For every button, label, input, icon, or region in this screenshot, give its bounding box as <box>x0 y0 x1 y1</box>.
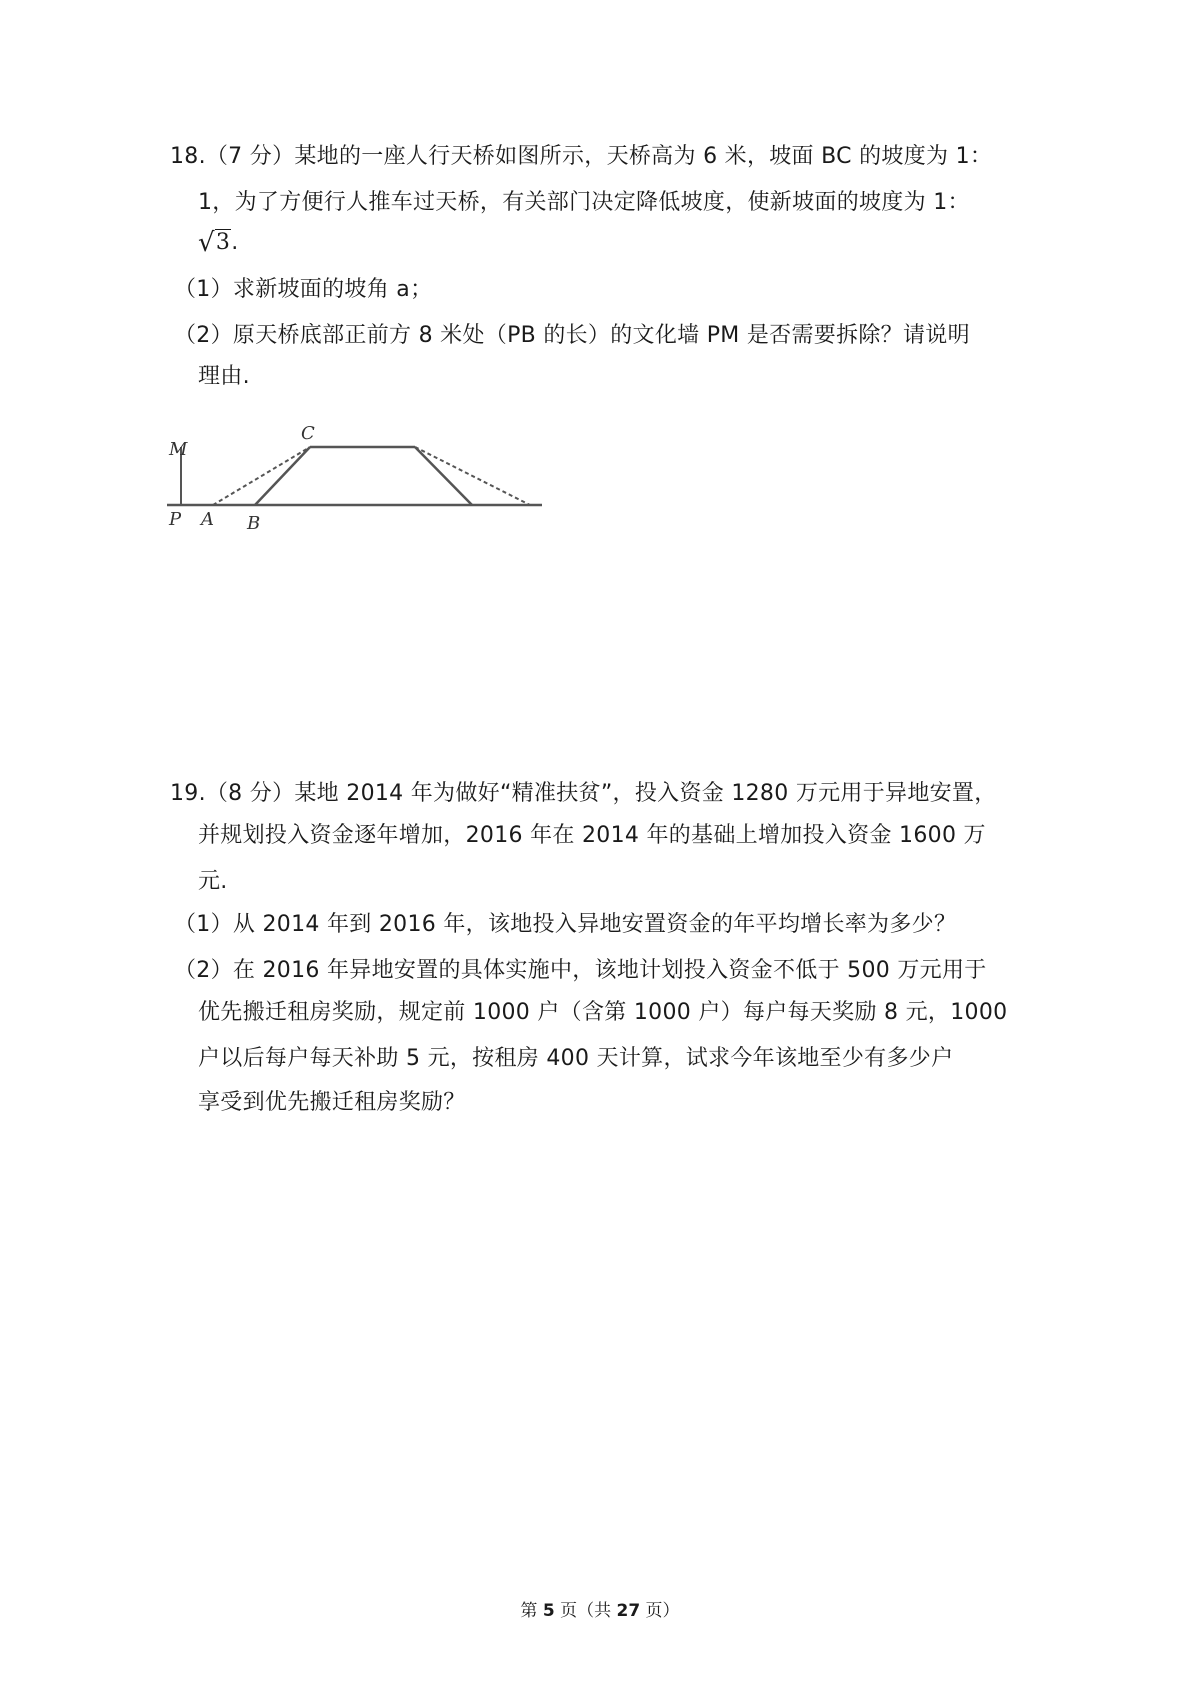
q19-line-3: 元. <box>198 869 228 894</box>
q18-part-2-line-2: 理由. <box>198 364 250 389</box>
q18-line-1: 18.（7 分）某地的一座人行天桥如图所示，天桥高为 6 米，坡面 BC 的坡度为 1： <box>170 144 993 169</box>
page-footer <box>0 1596 1200 1621</box>
label-c: C <box>301 425 315 444</box>
sqrt-radical: √ <box>198 228 215 258</box>
footer-suffix: 页） <box>640 1601 680 1621</box>
label-m: M <box>169 439 188 460</box>
q19-part-1: （1）从 2014 年到 2016 年，该地投入异地安置资金的年平均增长率为多少？ <box>174 912 957 937</box>
q18-part-1: （1）求新坡面的坡角 a； <box>174 277 433 302</box>
new-slope-right <box>415 447 530 505</box>
footer-page-number: 5 <box>542 1601 555 1621</box>
bridge-figure <box>165 425 545 535</box>
q19-line-2: 并规划投入资金逐年增加，2016 年在 2014 年的基础上增加投入资金 1600 万 <box>198 823 986 848</box>
slope-right <box>415 447 472 505</box>
sqrt-expression <box>198 228 231 258</box>
q19-part-2-line-4: 享受到优先搬迁租房奖励？ <box>198 1090 466 1115</box>
q18-line-2: 1，为了方便行人推车过天桥，有关部门决定降低坡度，使新坡面的坡度为 1： <box>198 190 970 215</box>
footer-middle: 页（共 <box>554 1601 617 1621</box>
label-b: B <box>247 513 261 534</box>
sqrt-radicand: 3 <box>215 230 231 255</box>
footer-prefix: 第 <box>520 1601 543 1621</box>
new-slope-left <box>213 447 310 505</box>
q19-part-2-line-2: 优先搬迁租房奖励，规定前 1000 户（含第 1000 户）每户每天奖励 8 元，1000 <box>198 1000 1008 1025</box>
footer-total-pages: 27 <box>616 1601 641 1621</box>
q19-line-1: 19.（8 分）某地 2014 年为做好“精准扶贫”，投入资金 1280 万元用于异地安置， <box>170 781 997 806</box>
label-p: P <box>169 509 182 530</box>
q18-part-2-line-1: （2）原天桥底部正前方 8 米处（PB 的长）的文化墙 PM 是否需要拆除？请说明 <box>174 323 970 348</box>
q19-part-2-line-1: （2）在 2016 年异地安置的具体实施中，该地计划投入资金不低于 500 万元用于 <box>174 958 987 983</box>
q19-part-2-line-3: 户以后每户每天补助 5 元，按租房 400 天计算，试求今年该地至少有多少户 <box>198 1046 954 1071</box>
q18-line-3-tail: . <box>231 230 239 255</box>
label-a: A <box>201 509 214 530</box>
q18-line-3 <box>198 228 238 258</box>
